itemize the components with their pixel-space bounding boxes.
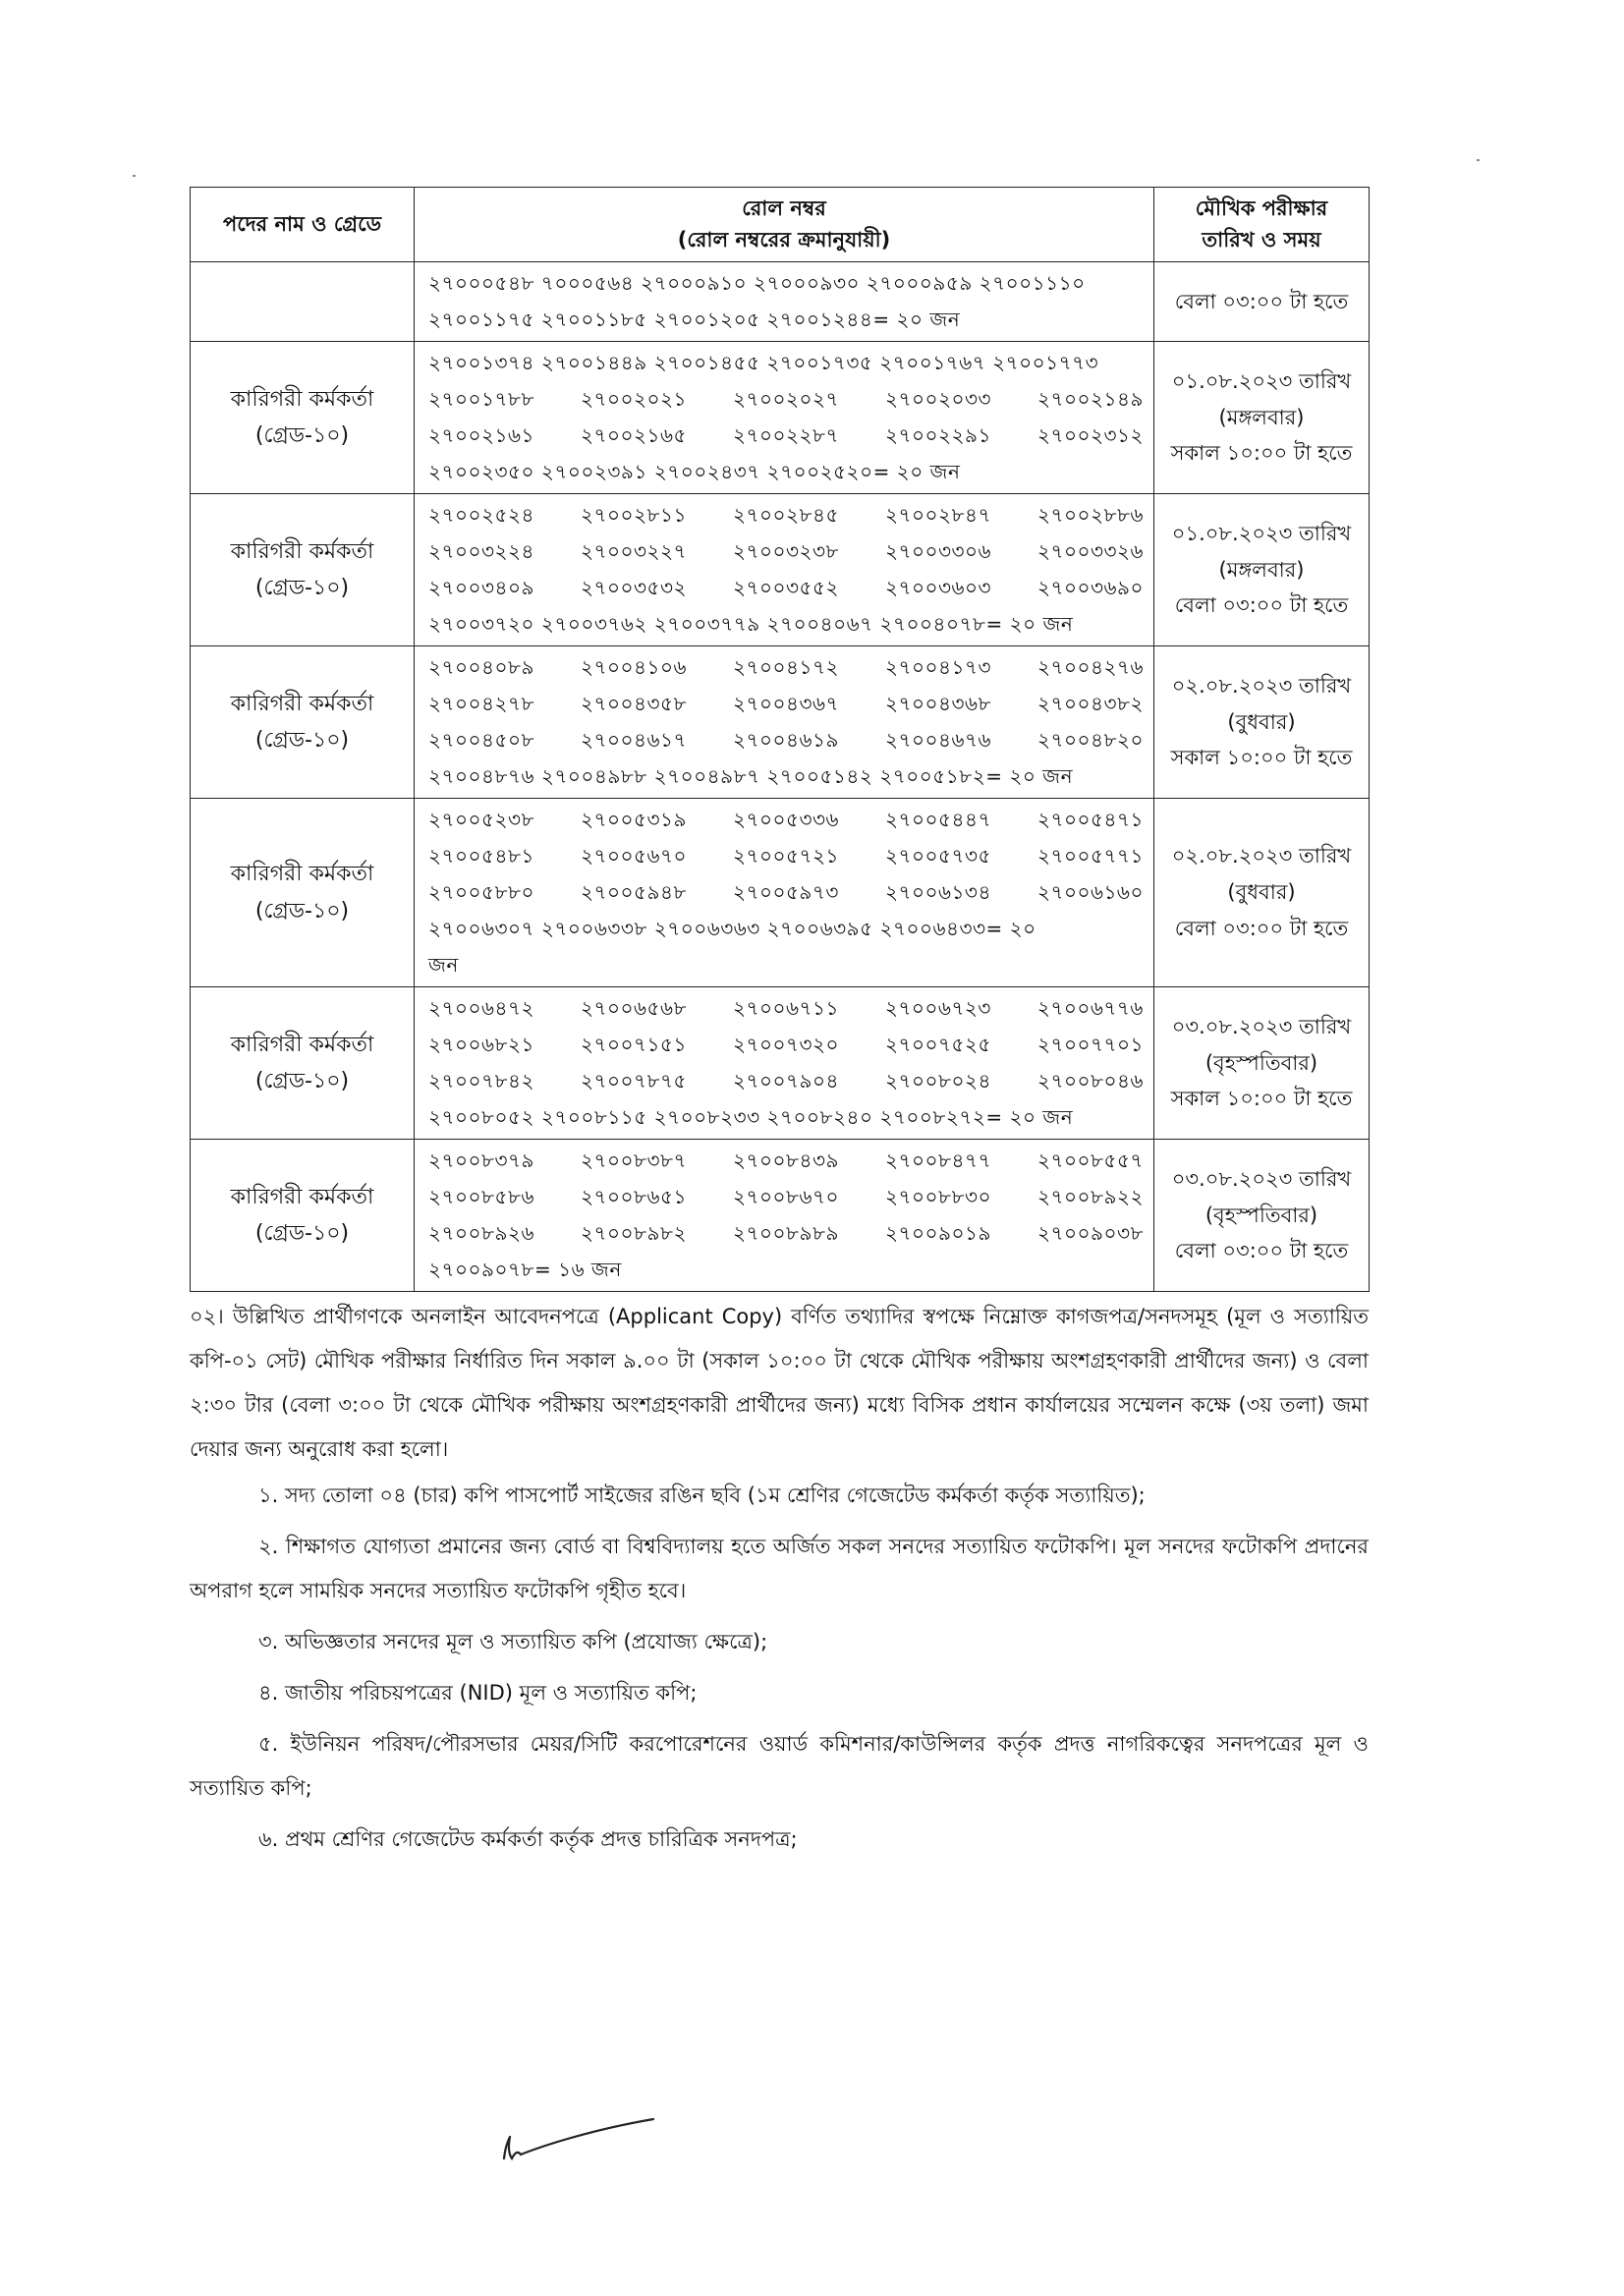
cell-post <box>191 646 415 799</box>
roll-number: ২৭০০৫৩১৯ <box>581 808 687 831</box>
roll-number: ২৭০০৪৩৮২ <box>1037 692 1144 715</box>
roll-line <box>428 722 1144 758</box>
roll-line: ২৭০০৪৮৭৬ ২৭০০৪৯৮৮ ২৭০০৪৯৮৭ ২৭০০৫১৪২ ২৭০০৫১৮২= ২০ জন <box>428 764 1074 788</box>
roll-line <box>428 381 1144 418</box>
post-grade: (গ্রেড-১০) <box>254 423 350 448</box>
roll-line <box>428 418 1144 454</box>
list-item: ১. সদ্য তোলা ০৪ (চার) কপি পাসপোর্ট সাইজের রঙিন ছবি (১ম শ্রেণির গেজেটেড কর্মকর্তা কর্তৃক সত্যায়িত); <box>258 1484 1146 1507</box>
roll-line: ২৭০০১১৭৫ ২৭০০১১৮৫ ২৭০০১২০৫ ২৭০০১২৪৪= ২০ জন <box>428 308 961 331</box>
roll-number: জন <box>428 953 459 977</box>
roll-number: ২৭০০৪২৭৮ <box>428 692 534 715</box>
roll-number: ২৭০০২০৩৩ <box>884 387 992 411</box>
roll-number: ২৭০০৫৩৩৬ <box>732 808 839 831</box>
roll-number: ২৭০০৭৭০১ <box>1036 1033 1144 1056</box>
table-row <box>191 262 1370 342</box>
cell-roll-numbers <box>415 987 1154 1140</box>
roll-number: ২৭০০৯০৩৮ <box>1036 1221 1144 1245</box>
table-body <box>191 262 1370 1292</box>
cell-post <box>191 342 415 494</box>
roll-number: ২৭০০৭৮৭৫ <box>581 1069 687 1092</box>
roll-number: ২৭০০৮৬৫১ <box>580 1185 687 1208</box>
roll-number: ২৭০০৫৬৭০ <box>580 844 687 868</box>
viva-day: (বুধবার) <box>1227 709 1296 734</box>
roll-number: ২৭০০৬১৩৪ <box>884 880 991 904</box>
roll-number: ২৭০০৬৭৭৬ <box>1036 996 1144 1020</box>
roll-number: ২৭০০৩৩০৬ <box>884 539 991 563</box>
header-post <box>191 188 415 262</box>
cell-post <box>191 494 415 646</box>
viva-time: বেলা ০৩:০০ টা হতে <box>1174 1239 1349 1263</box>
roll-number: ২৭০০৫৪৭১ <box>1037 808 1144 831</box>
post-grade: (গ্রেড-১০) <box>254 1069 350 1093</box>
roll-line: ২৭০০৩৭২০ ২৭০০৩৭৬২ ২৭০০৩৭৭৯ ২৭০০৪০৬৭ ২৭০০৪০৭৮= ২০ জন <box>428 612 1074 636</box>
roll-number: ২৭০০৮৪৭৭ <box>884 1148 991 1172</box>
roll-number: ২৭০০৮৮৩০ <box>885 1185 991 1208</box>
roll-line <box>428 570 1144 606</box>
roll-number: ২৭০০৮৩৮৭ <box>581 1148 687 1172</box>
roll-number: ২৭০০৩৪০৯ <box>428 576 534 599</box>
scan-speck <box>1477 159 1480 161</box>
roll-line <box>428 686 1144 722</box>
roll-number: ২৭০০৮০৪৬ <box>1037 1069 1144 1092</box>
roll-number: ২৭০০৮৪৩৯ <box>733 1148 839 1172</box>
table-row <box>191 1140 1370 1292</box>
roll-number: ২৭০০৫৭৩৫ <box>884 844 991 868</box>
post-name: কারিগরী কর্মকর্তা <box>230 862 374 887</box>
roll-line: ২৭০০০৫৪৮ ৭০০০৫৬৪ ২৭০০০৯১০ ২৭০০০৯৩০ ২৭০০০৯৫৯ ২৭০০১১১০ <box>428 271 1086 295</box>
post-name: কারিগরী কর্মকর্তা <box>230 386 374 412</box>
roll-number: ২৭০০৪৬১৭ <box>580 728 687 752</box>
viva-time: সকাল ১০:০০ টা হতে <box>1170 746 1353 770</box>
roll-line <box>428 1063 1144 1099</box>
cell-post <box>191 1140 415 1292</box>
roll-number: ২৭০০৫৯৪৮ <box>580 880 687 904</box>
viva-date: ০১.০৮.২০২৩ তারিখ <box>1171 521 1352 545</box>
roll-number: ২৭০০২২৯১ <box>884 423 991 447</box>
roll-number: ২৭০০৭৩২০ <box>732 1033 839 1056</box>
roll-number: ২৭০০৫৪৪৭ <box>885 808 991 831</box>
roll-line <box>428 1179 1144 1215</box>
cell-post <box>191 262 415 342</box>
roll-number: ২৭০০৭৮৪২ <box>428 1069 534 1092</box>
table-row <box>191 987 1370 1140</box>
cell-roll-numbers <box>415 646 1154 799</box>
roll-line <box>428 533 1144 570</box>
roll-line <box>428 874 1144 911</box>
cell-viva-schedule <box>1154 646 1370 799</box>
roll-number: ২৭০০৬৮২১ <box>428 1033 534 1056</box>
roll-number: ২৭০০৪৩৬৭ <box>732 692 839 715</box>
roll-number: ২৭০০২২৮৭ <box>732 423 839 447</box>
post-grade: (গ্রেড-১০) <box>254 898 350 924</box>
roll-number: ২৭০০২৫২৪ <box>428 503 534 527</box>
post-grade: (গ্রেড-১০) <box>254 1221 350 1246</box>
roll-number: ২৭০০৮৯২২ <box>1037 1185 1144 1208</box>
viva-day: (বৃহস্পতিবার) <box>1204 1050 1318 1075</box>
roll-number: ২৭০০২৮৮৬ <box>1036 503 1144 527</box>
roll-number: ২৭০০৫৯৭৩ <box>732 880 839 904</box>
roll-number: ২৭০০২৮১১ <box>581 503 687 527</box>
list-item: ২. শিক্ষাগত যোগ্যতা প্রমানের জন্য বোর্ড বা বিশ্ববিদ্যালয় হতে অর্জিত সকল সনদের সত্যায়িত ফটোকপি। মূল সনদের ফটোকপি প্রদানের অপরাগ হলে সাময়িক সনদের সত্যায়িত ফটোকপি গৃহীত হবে। <box>190 1535 1369 1602</box>
post-name: কারিগরী কর্মকর্তা <box>230 1184 374 1209</box>
post-name: কারিগরী কর্মকর্তা <box>230 538 374 564</box>
viva-time: সকাল ১০:০০ টা হতে <box>1170 441 1353 466</box>
cell-viva-schedule <box>1154 342 1370 494</box>
roll-number: ২৭০০৪১৭৩ <box>884 655 991 679</box>
roll-line <box>428 1215 1144 1252</box>
roll-number: ২৭০০২৮৪৭ <box>884 503 991 527</box>
roll-number: ২৭০০৮০২৪ <box>885 1069 991 1092</box>
roll-number: ২৭০০২৩১২ <box>1036 423 1144 447</box>
roll-number: ২৭০০৪৫০৮ <box>428 728 534 752</box>
roll-number: ২৭০০৩৩২৬ <box>1036 539 1144 563</box>
interview-schedule-table <box>190 187 1370 1292</box>
viva-date: ০২.০৮.২০২৩ তারিখ <box>1171 844 1352 868</box>
roll-number: ২৭০০৬৫৬৮ <box>580 996 687 1020</box>
list-item: ৬. প্রথম শ্রেণির গেজেটেড কর্মকর্তা কর্তৃক প্রদত্ত চারিত্রিক সনদপত্র; <box>258 1827 798 1851</box>
viva-day: (বৃহস্পতিবার) <box>1204 1203 1318 1227</box>
roll-number: ২৭০০৮৩৭৯ <box>428 1148 534 1172</box>
roll-number: ২৭০০২০২১ <box>580 387 687 411</box>
roll-line <box>428 947 1144 983</box>
cell-post <box>191 987 415 1140</box>
cell-roll-numbers <box>415 262 1154 342</box>
roll-number: ২৭০০৭১৫১ <box>580 1033 687 1056</box>
viva-day: (বুধবার) <box>1227 880 1296 905</box>
roll-number: ২৭০০৬৭২৩ <box>884 996 991 1020</box>
cell-viva-schedule <box>1154 799 1370 987</box>
header-roll-line2: (রোল নম্বরের ক্রমানুযায়ী) <box>677 227 891 252</box>
roll-number: ২৭০০৩৬৯০ <box>1036 576 1144 599</box>
roll-number: ২৭০০৭৫২৫ <box>885 1033 991 1056</box>
viva-date: ০২.০৮.২০২৩ তারিখ <box>1171 673 1352 698</box>
roll-number: ২৭০০৯০১৯ <box>884 1221 991 1245</box>
post-grade: (গ্রেড-১০) <box>254 728 350 753</box>
cell-post <box>191 799 415 987</box>
cell-viva-schedule <box>1154 262 1370 342</box>
viva-time: বেলা ০৩:০০ টা হতে <box>1174 916 1349 940</box>
roll-number: ২৭০০৭৯০৪ <box>733 1069 839 1092</box>
roll-number: ২৭০০৩৬০৩ <box>884 576 991 599</box>
roll-line <box>428 649 1144 686</box>
instruction-paragraph: ০২। উল্লিখিত প্রার্থীগণকে অনলাইন আবেদনপত্রে (Applicant Copy) বর্ণিত তথ্যাদির স্বপক্ষে নিম্নোক্ত কাগজপত্র/সনদসমূহ (মূল ও সত্যায়িত কপি-০১ সেট) মৌখিক পরীক্ষার নির্ধারিত দিন সকাল ৯.০০ টা (সকাল ১০:০০ টা থেকে মৌখিক পরীক্ষায় অংশগ্রহণকারী প্রার্থীদের জন্য) ও বেলা ২:৩০ টার (বেলা ৩:০০ টা থেকে মৌখিক পরীক্ষায় অংশগ্রহণকারী প্রার্থীদের জন্য) মধ্যে বিসিক প্রধান কার্যালয়ের সম্মেলন কক্ষে (৩য় তলা) জমা দেয়ার জন্য অনুরোধ করা হলো। <box>190 1305 1369 1461</box>
roll-number: ২৭০০৪২৭৬ <box>1036 655 1144 679</box>
roll-line <box>428 1143 1144 1179</box>
roll-line <box>428 802 1144 838</box>
table-row <box>191 342 1370 494</box>
roll-number: ২৭০০২১৬৫ <box>580 423 687 447</box>
table-row <box>191 494 1370 646</box>
requirements-list <box>190 1474 1369 1869</box>
viva-time: সকাল ১০:০০ টা হতে <box>1170 1087 1353 1111</box>
cell-viva-schedule <box>1154 1140 1370 1292</box>
roll-line: ২৭০০৮০৫২ ২৭০০৮১১৫ ২৭০০৮২৩৩ ২৭০০৮২৪০ ২৭০০৮২৭২= ২০ জন <box>428 1105 1074 1129</box>
roll-number: ২৭০০৮৯৮২ <box>581 1221 687 1245</box>
roll-number: ২৭০০৮৬৭০ <box>732 1185 839 1208</box>
roll-number: ২৭০০৫৪৮১ <box>428 844 534 868</box>
cell-viva-schedule <box>1154 987 1370 1140</box>
post-name: কারিগরী কর্মকর্তা <box>230 691 374 716</box>
roll-number: ২৭০০৮৫৫৭ <box>1036 1148 1144 1172</box>
cell-roll-numbers <box>415 342 1154 494</box>
roll-line <box>428 838 1144 874</box>
roll-number: ২৭০০৩৫৫২ <box>732 576 839 599</box>
header-roll-line1: রোল নম্বর <box>742 196 826 220</box>
roll-number: ২৭০০৪০৮৯ <box>428 655 534 679</box>
table-row <box>191 646 1370 799</box>
roll-number: ২৭০০৩২২৪ <box>428 539 535 563</box>
table-header-row <box>191 188 1370 262</box>
list-item: ৩. অভিজ্ঞতার সনদের মূল ও সত্যায়িত কপি (প্রযোজ্য ক্ষেত্রে); <box>258 1630 768 1653</box>
post-grade: (গ্রেড-১০) <box>254 576 350 600</box>
roll-number: ২৭০০৪৩৬৮ <box>885 692 991 715</box>
roll-number: ২৭০০৬১৬০ <box>1036 880 1144 904</box>
roll-number: ২৭০০৮৯২৬ <box>428 1221 534 1245</box>
roll-number: ২৭০০৪৬৭৬ <box>884 728 991 752</box>
cell-viva-schedule <box>1154 494 1370 646</box>
roll-number: ২৭০০৫৮৮০ <box>428 880 534 904</box>
scan-speck <box>133 175 136 177</box>
viva-date: ০৩.০৮.২০২৩ তারিখ <box>1171 1014 1352 1038</box>
header-post-text: পদের নাম ও গ্রেডে <box>222 211 382 236</box>
header-roll <box>415 188 1154 262</box>
roll-line: ২৭০০৯০৭৮= ১৬ জন <box>428 1258 622 1281</box>
roll-number: ২৭০০২০২৭ <box>732 387 839 411</box>
viva-day: (মঙ্গলবার) <box>1218 557 1305 582</box>
roll-number: ২৭০০৫৭৭১ <box>1036 844 1144 868</box>
roll-number: ২৭০০২১৪৯ <box>1037 387 1144 411</box>
roll-number: ২৭০০৬৪৭২ <box>428 996 535 1020</box>
roll-number: ২৭০০৪১০৬ <box>580 655 687 679</box>
roll-number: ২৭০০২১৬১ <box>428 423 534 447</box>
signature-mark <box>496 2098 702 2176</box>
roll-number: ২৭০০৬৭১১ <box>732 996 839 1020</box>
roll-number: ২৭০০৫২৩৮ <box>428 808 534 831</box>
roll-number: ২৭০০৪৮২০ <box>1037 728 1144 752</box>
roll-line: ২৭০০১৩৭৪ ২৭০০১৪৪৯ ২৭০০১৪৫৫ ২৭০০১৭৩৫ ২৭০০১৭৬৭ ২৭০০১৭৭৩ <box>428 351 1099 374</box>
roll-number: ২৭০০৩৫৩২ <box>580 576 687 599</box>
viva-time: বেলা ০৩:০০ টা হতে <box>1174 289 1349 313</box>
header-viva-line2: তারিখ ও সময় <box>1202 227 1321 252</box>
roll-number: ২৭০০৪১৭২ <box>732 655 839 679</box>
roll-number: ২৭০০৩২৩৮ <box>732 539 839 563</box>
roll-number: ২৭০০৮৫৮৬ <box>428 1185 534 1208</box>
roll-line: ২৭০০২৩৫০ ২৭০০২৩৯১ ২৭০০২৪৩৭ ২৭০০২৫২০= ২০ জন <box>428 460 961 483</box>
header-viva-line1: মৌখিক পরীক্ষার <box>1195 196 1328 220</box>
roll-number: ২৭০০৩২২৭ <box>580 539 688 563</box>
roll-number: ২৭০০৪৬১৯ <box>732 728 839 752</box>
cell-roll-numbers <box>415 799 1154 987</box>
post-name: কারিগরী কর্মকর্তা <box>230 1032 374 1057</box>
roll-line: ২৭০০৬৩০৭ ২৭০০৬৩৩৮ ২৭০০৬৩৬৩ ২৭০০৬৩৯৫ ২৭০০৬৪৩৩= ২০ <box>428 917 1036 940</box>
cell-roll-numbers <box>415 1140 1154 1292</box>
roll-line <box>428 990 1144 1027</box>
roll-number: ২৭০০২৮৪৫ <box>732 503 839 527</box>
viva-date: ০৩.০৮.২০২৩ তারিখ <box>1171 1166 1352 1191</box>
list-item: ৪. জাতীয় পরিচয়পত্রের (NID) মূল ও সত্যায়িত কপি; <box>258 1681 698 1705</box>
viva-time: বেলা ০৩:০০ টা হতে <box>1174 593 1349 618</box>
roll-number: ২৭০০৫৭২১ <box>732 844 839 868</box>
cell-roll-numbers <box>415 494 1154 646</box>
table-row <box>191 799 1370 987</box>
roll-number: ২৭০০৪৩৫৮ <box>581 692 687 715</box>
roll-line <box>428 1027 1144 1063</box>
viva-date: ০১.০৮.২০২৩ তারিখ <box>1171 368 1352 393</box>
list-item: ৫. ইউনিয়ন পরিষদ/পৌরসভার মেয়র/সিটি করপোরেশনের ওয়ার্ড কমিশনার/কাউন্সিলর কর্তৃক প্রদত্ত নাগরিকত্বের সনদপত্রের মূল ও সত্যায়িত কপি; <box>190 1732 1369 1800</box>
viva-day: (মঙ্গলবার) <box>1218 405 1305 429</box>
roll-line <box>428 497 1144 533</box>
roll-number: ২৭০০৮৯৮৯ <box>733 1221 839 1245</box>
roll-number: ২৭০০১৭৮৮ <box>428 387 534 411</box>
header-viva <box>1154 188 1370 262</box>
